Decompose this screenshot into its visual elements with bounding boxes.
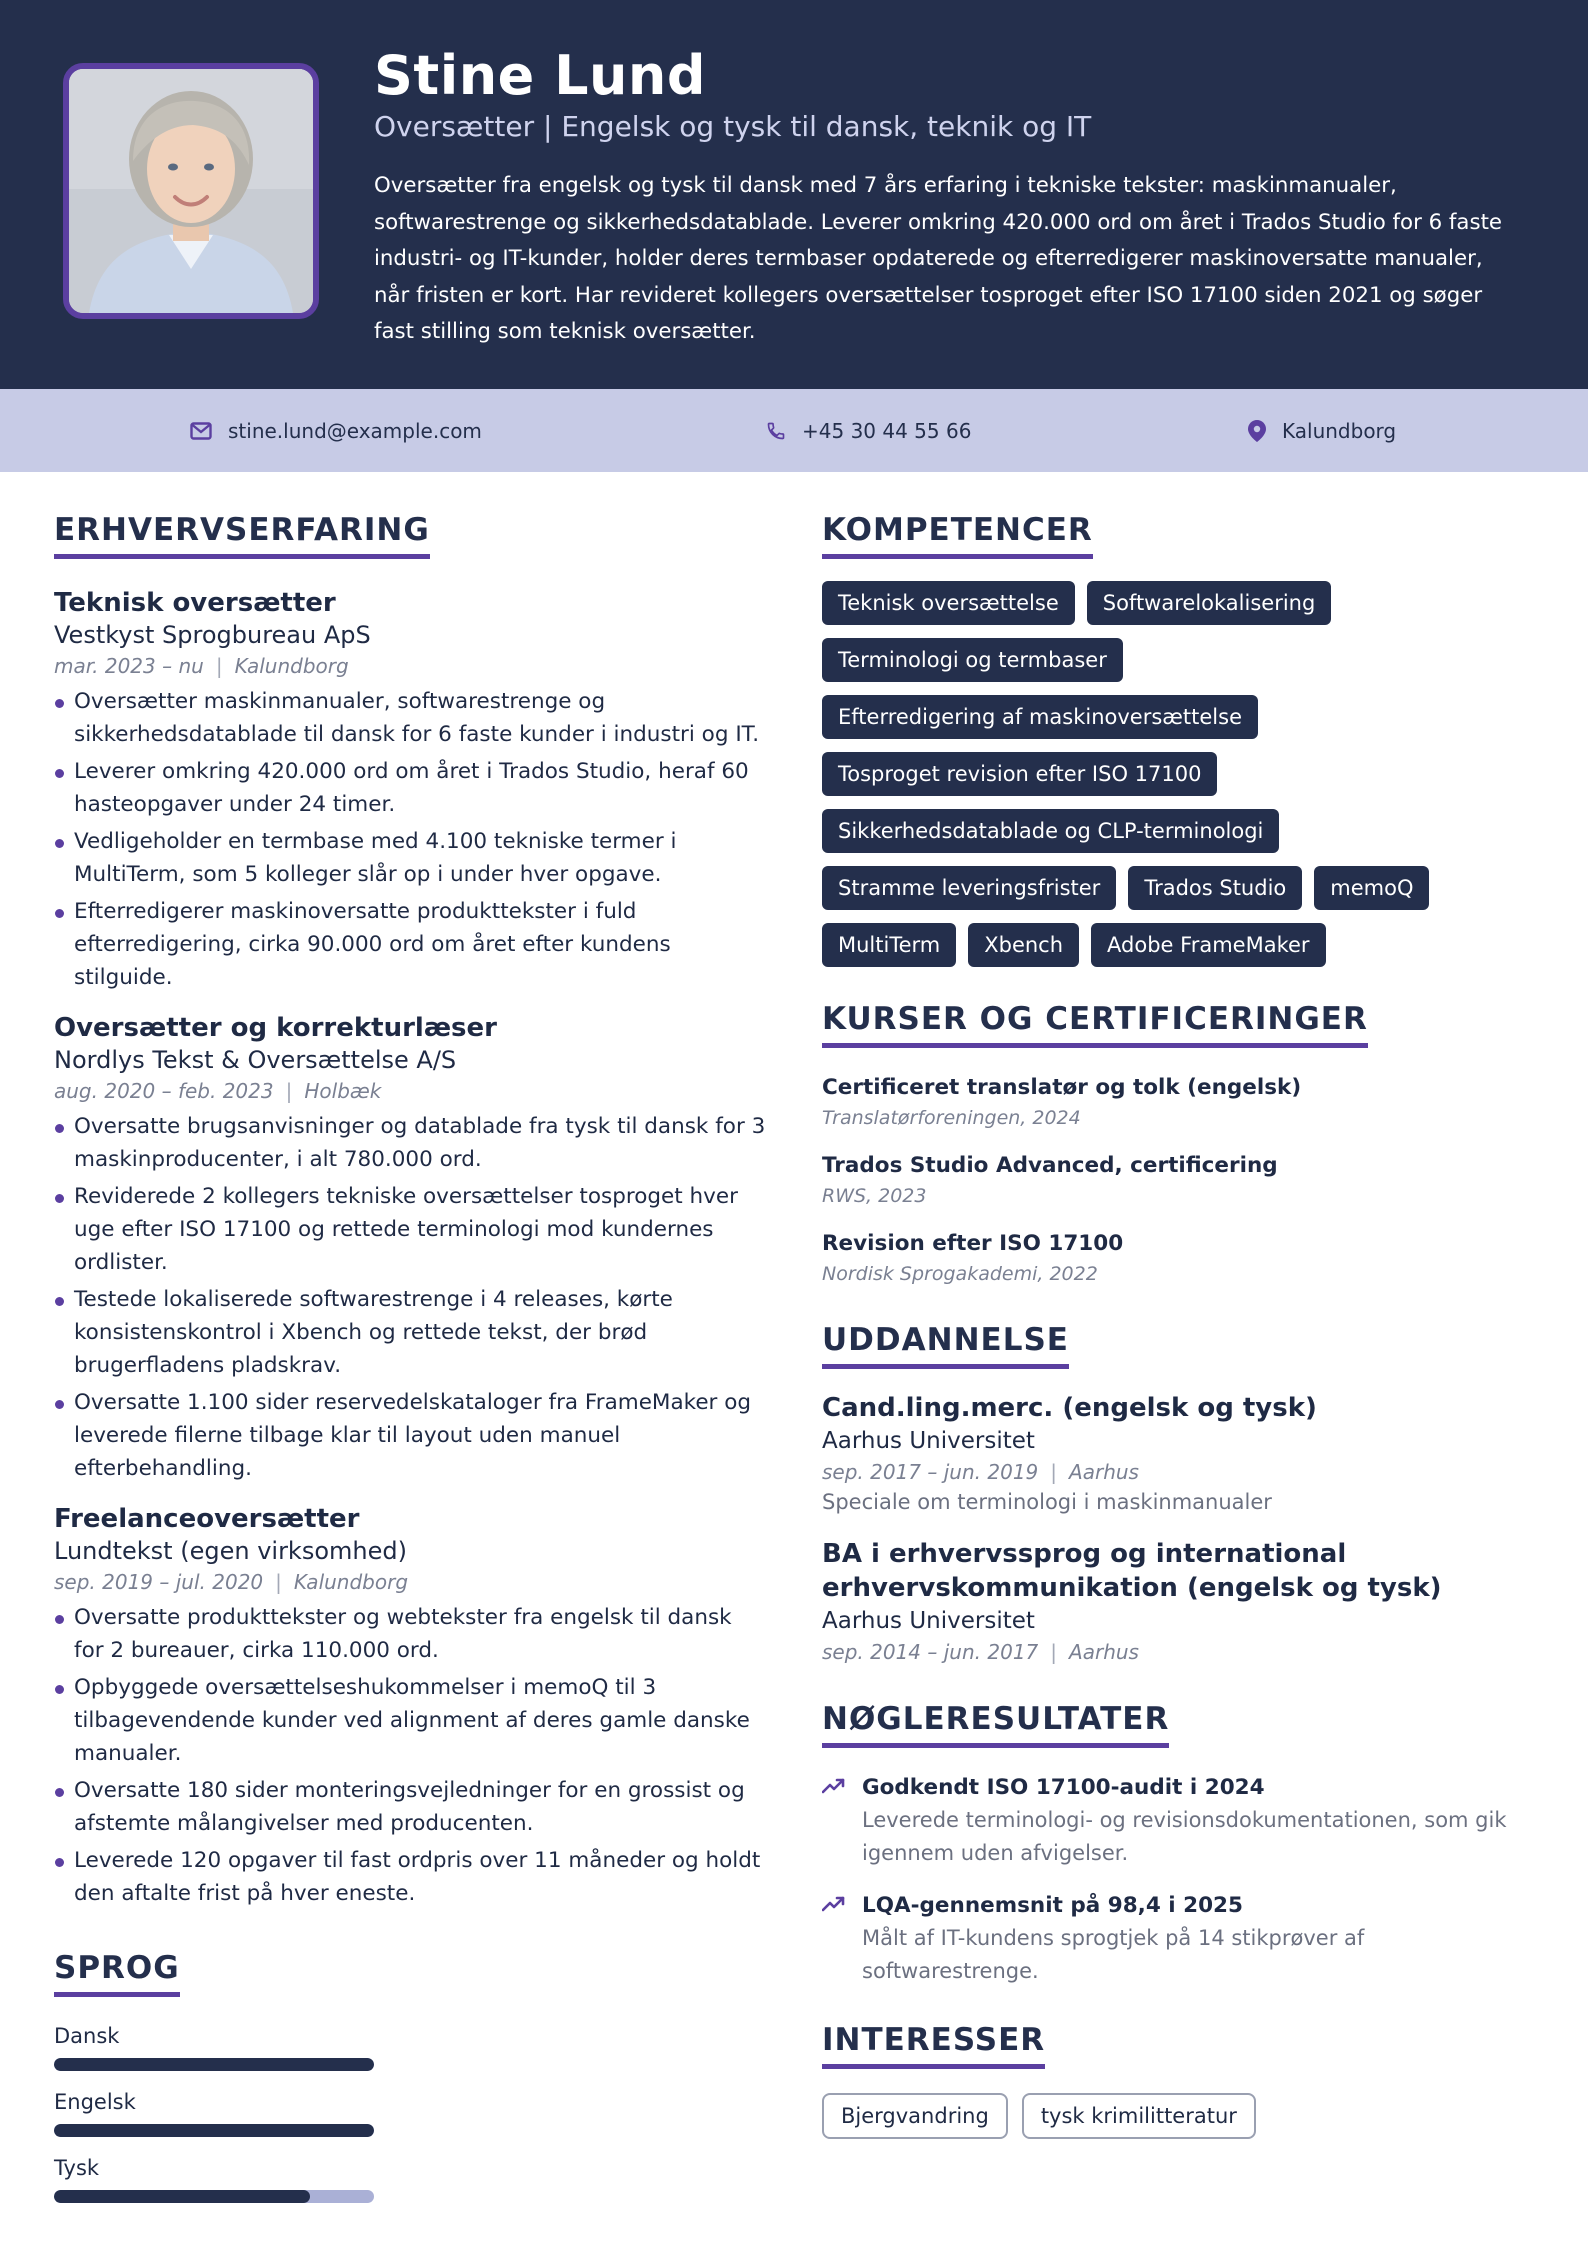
meta-separator: | (215, 654, 223, 678)
skill-tag: MultiTerm (822, 923, 956, 967)
job-bullet: Reviderede 2 kollegers tekniske oversættelser tosproget hver uge efter ISO 17100 og rettede terminologi mod kundernes ordlister. (54, 1180, 766, 1279)
map-pin-icon (1248, 420, 1266, 442)
job-period: mar. 2023 – nu (54, 654, 204, 678)
course-item (822, 1072, 1534, 1132)
job-title: Oversætter og korrekturlæser (54, 1013, 497, 1043)
job-period: sep. 2019 – jul. 2020 (54, 1570, 264, 1594)
job-meta (54, 1567, 766, 1597)
job-period: aug. 2020 – feb. 2023 (54, 1079, 274, 1103)
job-bullet: Oversatte 1.100 sider reservedelskataloger fra FrameMaker og leverede filerne tilbage klar til layout uden manuel efterbehandling. (54, 1386, 766, 1485)
job-place: Kalundborg (293, 1570, 409, 1594)
skill-tag: Softwarelokalisering (1087, 581, 1332, 625)
language-name: Engelsk (54, 2090, 136, 2114)
education-heading: UDDANNELSE (822, 1322, 1069, 1369)
degree-title: BA i erhvervssprog og international erhvervskommunikation (engelsk og tysk) (822, 1539, 1442, 1603)
job-entry (54, 1503, 766, 1910)
skills-tags (822, 581, 1534, 967)
meta-separator: | (285, 1079, 293, 1103)
experience-heading: ERHVERVSERFARING (54, 512, 430, 559)
job-bullets (54, 685, 766, 994)
job-bullets (54, 1110, 766, 1485)
education-meta (822, 1637, 1534, 1667)
language-level-fill (54, 2190, 310, 2203)
left-column (54, 512, 766, 2219)
job-bullet: Oversatte produkttekster og webtekster fra engelsk til dansk for 2 bureauer, cirka 110.000 ord. (54, 1601, 766, 1667)
trending-up-icon (822, 1896, 846, 1912)
job-bullet: Vedligeholder en termbase med 4.100 tekniske termer i MultiTerm, som 5 kolleger slår op i under hver opgave. (54, 825, 766, 891)
job-bullet: Oversætter maskinmanualer, softwarestrenge og sikkerhedsdatablade til dansk for 6 faste kunder i industri og IT. (54, 685, 766, 751)
job-place: Kalundborg (234, 654, 349, 678)
education-item (822, 1391, 1534, 1517)
languages-heading: SPROG (54, 1950, 180, 1997)
education-period: sep. 2017 – jun. 2019 (822, 1460, 1039, 1484)
location-text: Kalundborg (1282, 418, 1397, 443)
language-item (54, 2087, 766, 2137)
email-text: stine.lund@example.com (228, 418, 482, 443)
course-title: Certificeret translatør og tolk (engelsk) (822, 1075, 1302, 1100)
job-bullet: Oversatte 180 sider monteringsvejledninger for en grossist og afstemte målangivelser med producenten. (54, 1774, 766, 1840)
course-meta: Translatørforeningen, 2024 (822, 1107, 1081, 1129)
skill-tag: memoQ (1314, 866, 1429, 910)
contact-email[interactable] (190, 389, 482, 472)
meta-separator: | (1050, 1460, 1058, 1484)
courses-heading: KURSER OG CERTIFICERINGER (822, 1001, 1368, 1048)
interests-list (822, 2093, 1534, 2139)
mail-icon (190, 422, 212, 440)
job-meta (54, 1076, 766, 1106)
education-meta (822, 1457, 1534, 1487)
job-bullet: Leverede 120 opgaver til fast ordpris over 11 måneder og holdt den aftalte frist på hver eneste. (54, 1844, 766, 1910)
candidate-title: Oversætter | Engelsk og tysk til dansk, teknik og IT (374, 110, 1092, 143)
results-section (822, 1701, 1534, 1988)
skill-tag: Tosproget revision efter ISO 17100 (822, 752, 1217, 796)
header (0, 0, 1588, 389)
degree-title: Cand.ling.merc. (engelsk og tysk) (822, 1393, 1317, 1423)
skill-tag: Teknisk oversættelse (822, 581, 1075, 625)
job-place: Holbæk (304, 1079, 382, 1103)
result-description: Målt af IT-kundens sprogtjek på 14 stikprøver af softwarestrenge. (862, 1926, 1365, 1983)
course-meta: Nordisk Sprogakademi, 2022 (822, 1263, 1098, 1285)
skill-tag: Stramme leveringsfrister (822, 866, 1116, 910)
job-entry (54, 587, 766, 994)
job-bullet: Oversatte brugsanvisninger og datablade fra tysk til dansk for 3 maskinproducenter, i alt 780.000 ord. (54, 1110, 766, 1176)
school-name: Aarhus Universitet (822, 1608, 1035, 1634)
job-bullet: Testede lokaliserede softwarestrenge i 4 releases, kørte konsistenskontrol i Xbench og rettede tekst, der brød brugerfladens pladskrav. (54, 1283, 766, 1382)
job-meta (54, 651, 766, 681)
language-level-bar (54, 2190, 374, 2203)
skill-tag: Terminologi og termbaser (822, 638, 1123, 682)
results-heading: NØGLERESULTATER (822, 1701, 1169, 1748)
profile-photo (63, 63, 319, 319)
job-company: Nordlys Tekst & Oversættelse A/S (54, 1046, 457, 1074)
course-title: Trados Studio Advanced, certificering (822, 1153, 1278, 1178)
language-name: Tysk (54, 2156, 100, 2180)
school-name: Aarhus Universitet (822, 1428, 1035, 1454)
language-list (54, 2021, 766, 2203)
interests-section (822, 2022, 1534, 2139)
right-column (822, 512, 1534, 2139)
contact-phone[interactable] (766, 389, 971, 472)
job-company: Vestkyst Sprogbureau ApS (54, 621, 371, 649)
job-entry (54, 1012, 766, 1485)
skill-tag: Xbench (968, 923, 1079, 967)
meta-separator: | (275, 1570, 282, 1594)
job-bullet: Leverer omkring 420.000 ord om året i Trados Studio, heraf 60 hasteopgaver under 24 timer. (54, 755, 766, 821)
job-bullet: Opbyggede oversættelseshukommelser i memoQ til 3 tilbagevendende kunder ved alignment af deres gamle danske manualer. (54, 1671, 766, 1770)
profile-summary: Oversætter fra engelsk og tysk til dansk med 7 års erfaring i tekniske tekster: maskinmanualer, softwarestrenge og sikkerhedsdatablade. Leverer omkring 420.000 ord om året i Trados Studio for 6 faste industri- og IT-kunder, holder deres termbaser opdaterede og efterredigerer maskinoversatte manualer, når fristen er kort. Har revideret kollegers oversættelser tosproget efter ISO 17100 siden 2021 og søger fast stilling som teknisk oversætter. (374, 173, 1503, 344)
course-title: Revision efter ISO 17100 (822, 1231, 1124, 1256)
language-level-fill (54, 2124, 374, 2137)
interest-tag: tysk krimilitteratur (1022, 2093, 1256, 2139)
interests-heading: INTERESSER (822, 2022, 1045, 2069)
education-section (822, 1322, 1534, 1667)
courses-section (822, 1001, 1534, 1288)
course-item (822, 1150, 1534, 1210)
language-level-bar (54, 2124, 374, 2137)
language-level-bar (54, 2058, 374, 2071)
language-name: Dansk (54, 2024, 120, 2048)
job-title: Teknisk oversætter (54, 588, 336, 618)
language-item (54, 2021, 766, 2071)
job-title: Freelanceoversætter (54, 1504, 360, 1534)
portrait-image (69, 69, 313, 313)
education-place: Aarhus (1069, 1460, 1139, 1484)
phone-icon (766, 421, 786, 441)
skill-tag: Trados Studio (1128, 866, 1302, 910)
education-item (822, 1537, 1534, 1667)
trending-up-icon (822, 1778, 846, 1794)
result-item (822, 1890, 1534, 1988)
meta-separator: | (1050, 1640, 1058, 1664)
languages-section (54, 1950, 766, 2203)
education-place: Aarhus (1069, 1640, 1139, 1664)
result-description: Leverede terminologi- og revisionsdokumentationen, som gik igennem uden afvigelser. (862, 1808, 1507, 1865)
course-meta: RWS, 2023 (822, 1185, 927, 1207)
job-bullets (54, 1601, 766, 1910)
skill-tag: Sikkerhedsdatablade og CLP-terminologi (822, 809, 1279, 853)
education-period: sep. 2014 – jun. 2017 (822, 1640, 1039, 1664)
candidate-name: Stine Lund (374, 44, 707, 107)
skill-tag: Efterredigering af maskinoversættelse (822, 695, 1258, 739)
job-bullet: Efterredigerer maskinoversatte produkttekster i fuld efterredigering, cirka 90.000 ord om året efter kundens stilguide. (54, 895, 766, 994)
course-item (822, 1228, 1534, 1288)
contact-bar (0, 389, 1588, 472)
skill-tag: Adobe FrameMaker (1091, 923, 1325, 967)
language-item (54, 2153, 766, 2203)
language-level-fill (54, 2058, 374, 2071)
job-company: Lundtekst (egen virksomhed) (54, 1537, 407, 1565)
phone-text: +45 30 44 55 66 (802, 418, 972, 443)
interest-tag: Bjergvandring (822, 2093, 1008, 2139)
result-title: Godkendt ISO 17100-audit i 2024 (862, 1775, 1265, 1800)
result-title: LQA-gennemsnit på 98,4 i 2025 (862, 1893, 1243, 1918)
result-item (822, 1772, 1534, 1870)
skills-heading: KOMPETENCER (822, 512, 1093, 559)
education-note: Speciale om terminologi i maskinmanualer (822, 1490, 1272, 1514)
contact-location (1248, 389, 1396, 472)
